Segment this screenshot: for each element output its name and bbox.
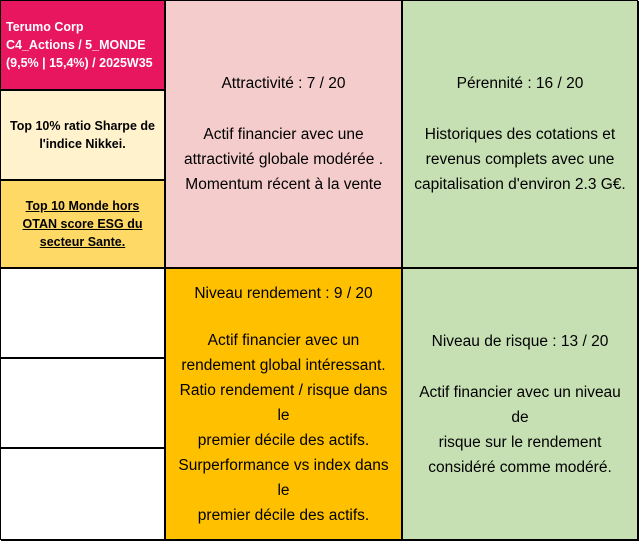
rendement-line: Actif financier avec un xyxy=(207,331,360,349)
rendement-line: premier décile des actifs. xyxy=(197,506,370,524)
rendement-heading: Niveau rendement : 9 / 20 xyxy=(194,284,373,302)
asset-title-cell xyxy=(1,1,166,91)
risque-line: Actif financier avec un niveau de xyxy=(419,383,621,426)
attractivite-line: Momentum récent à la vente xyxy=(185,176,382,193)
risque-heading: Niveau de risque : 13 / 20 xyxy=(431,332,609,350)
empty-cell-1 xyxy=(1,269,166,359)
sharpe-note-cell xyxy=(1,91,166,181)
risque-line: risque sur le rendement xyxy=(438,433,602,451)
risque-line: considéré comme modéré. xyxy=(428,458,612,476)
perennite-line: Historiques des cotations et xyxy=(424,126,616,143)
sharpe-note: Top 10% ratio Sharpe de l'indice Nikkei. xyxy=(10,119,155,151)
empty-cell-3 xyxy=(1,449,166,541)
perennite-line: capitalisation d'environ 2.3 G€. xyxy=(414,176,626,193)
perennite-cell xyxy=(403,1,639,269)
rendement-cell xyxy=(166,269,403,541)
rendement-line: Ratio rendement / risque dans le xyxy=(179,381,388,424)
attractivite-line: Actif financier avec une xyxy=(203,126,364,143)
asset-category: C4_Actions / 5_MONDE xyxy=(6,38,146,52)
risque-cell xyxy=(403,269,639,541)
perennite-line: revenus complets avec une xyxy=(425,151,615,168)
rendement-line: premier décile des actifs. xyxy=(197,431,370,449)
esg-note: Top 10 Monde hors OTAN score ESG du secteur Sante. xyxy=(22,199,143,249)
asset-name: Terumo Corp xyxy=(6,20,84,34)
rendement-line: Surperformance vs index dans le xyxy=(178,456,389,499)
esg-note-cell xyxy=(1,181,166,269)
attractivite-cell xyxy=(166,1,403,269)
empty-cell-2 xyxy=(1,359,166,449)
asset-stats: (9,5% | 15,4%) / 2025W35 xyxy=(6,56,153,70)
perennite-heading: Pérennité : 16 / 20 xyxy=(456,75,584,92)
attractivite-line: attractivité globale modérée . xyxy=(183,151,384,168)
attractivite-heading: Attractivité : 7 / 20 xyxy=(221,75,346,92)
rendement-line: rendement global intéressant. xyxy=(181,356,386,374)
